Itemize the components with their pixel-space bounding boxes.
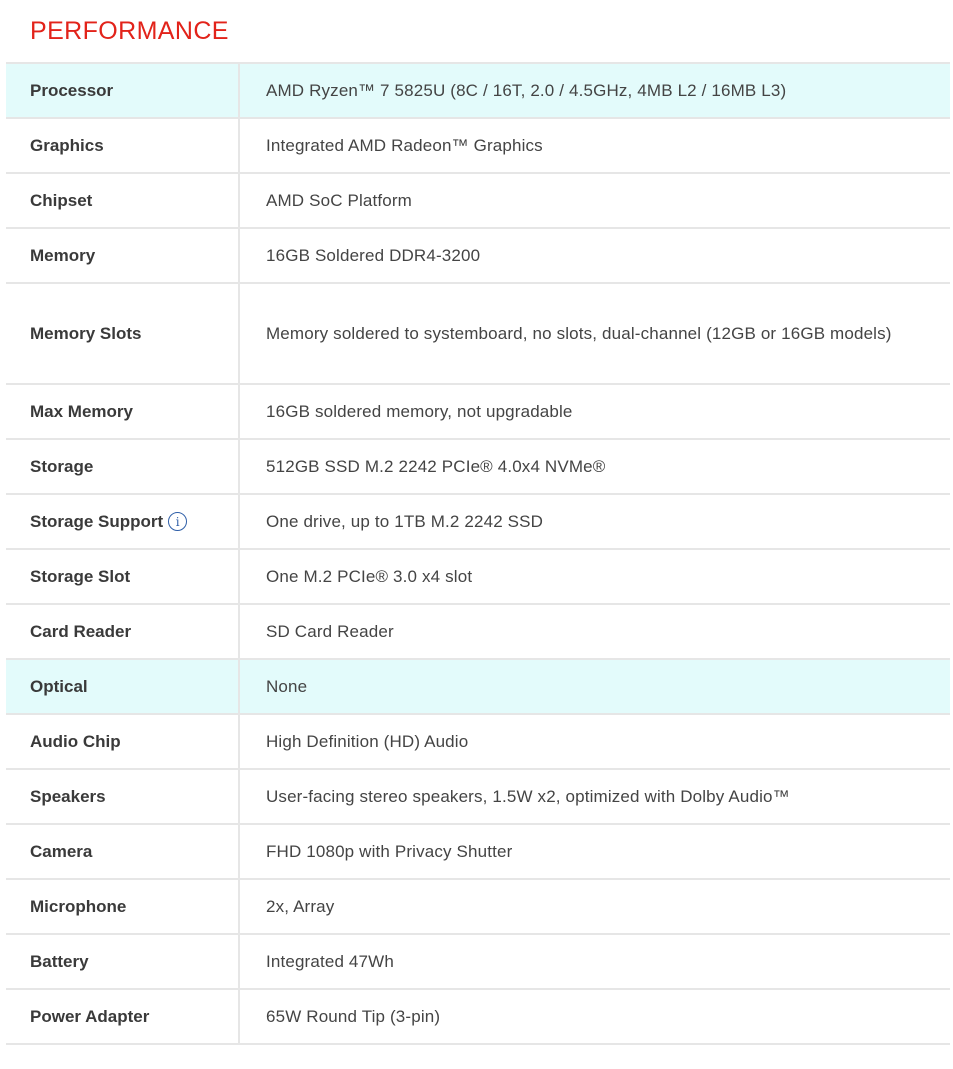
spec-row-power-adapter	[6, 990, 950, 1045]
spec-label: Memory Slots	[6, 284, 240, 383]
spec-row-processor	[6, 64, 950, 119]
spec-value: None	[266, 676, 308, 696]
spec-label: Power Adapter	[6, 990, 240, 1043]
spec-label: Max Memory	[6, 385, 240, 438]
spec-value: 512GB SSD M.2 2242 PCIe® 4.0x4 NVMe®	[266, 456, 606, 476]
spec-row-memory	[6, 229, 950, 284]
spec-value: FHD 1080p with Privacy Shutter	[266, 841, 513, 861]
spec-label: Audio Chip	[6, 715, 240, 768]
info-circle-icon[interactable]: i	[168, 512, 187, 531]
spec-value: 65W Round Tip (3-pin)	[266, 1006, 441, 1026]
spec-label: Memory	[6, 229, 240, 282]
spec-row-audio-chip	[6, 715, 950, 770]
spec-value: Integrated AMD Radeon™ Graphics	[266, 135, 543, 155]
spec-row-memory-slots	[6, 284, 950, 385]
spec-value: 16GB soldered memory, not upgradable	[266, 401, 573, 421]
spec-value: SD Card Reader	[266, 621, 394, 641]
spec-label: Graphics	[6, 119, 240, 172]
spec-row-battery	[6, 935, 950, 990]
spec-label: Speakers	[6, 770, 240, 823]
spec-value: Memory soldered to systemboard, no slots, dual-channel (12GB or 16GB models)	[266, 323, 892, 343]
spec-row-graphics	[6, 119, 950, 174]
spec-value: AMD SoC Platform	[266, 190, 412, 210]
spec-row-microphone	[6, 880, 950, 935]
spec-row-optical	[6, 660, 950, 715]
spec-value: Integrated 47Wh	[266, 951, 394, 971]
spec-label: Camera	[6, 825, 240, 878]
section-title: PERFORMANCE	[30, 17, 229, 45]
spec-value: AMD Ryzen™ 7 5825U (8C / 16T, 2.0 / 4.5GHz, 4MB L2 / 16MB L3)	[266, 80, 787, 100]
spec-row-storage-support	[6, 495, 950, 550]
spec-value: One M.2 PCIe® 3.0 x4 slot	[266, 566, 473, 586]
spec-row-chipset	[6, 174, 950, 229]
spec-label: Microphone	[6, 880, 240, 933]
spec-row-storage	[6, 440, 950, 495]
spec-row-card-reader	[6, 605, 950, 660]
spec-value: 16GB Soldered DDR4-3200	[266, 245, 481, 265]
spec-row-speakers	[6, 770, 950, 825]
spec-label: Card Reader	[6, 605, 240, 658]
spec-label: Storage Slot	[6, 550, 240, 603]
spec-table	[6, 62, 950, 1045]
spec-value: One drive, up to 1TB M.2 2242 SSD	[266, 511, 544, 531]
spec-row-storage-slot	[6, 550, 950, 605]
spec-value: 2x, Array	[266, 896, 335, 916]
spec-label-text: Storage Support	[30, 511, 164, 531]
spec-value: High Definition (HD) Audio	[266, 731, 469, 751]
spec-label: Processor	[6, 64, 240, 117]
spec-label: Storage	[6, 440, 240, 493]
spec-label-with-info	[6, 495, 240, 548]
spec-row-camera	[6, 825, 950, 880]
spec-label: Battery	[6, 935, 240, 988]
spec-row-max-memory	[6, 385, 950, 440]
spec-label: Optical	[6, 660, 240, 713]
spec-value: User-facing stereo speakers, 1.5W x2, optimized with Dolby Audio™	[266, 786, 790, 806]
spec-label: Chipset	[6, 174, 240, 227]
